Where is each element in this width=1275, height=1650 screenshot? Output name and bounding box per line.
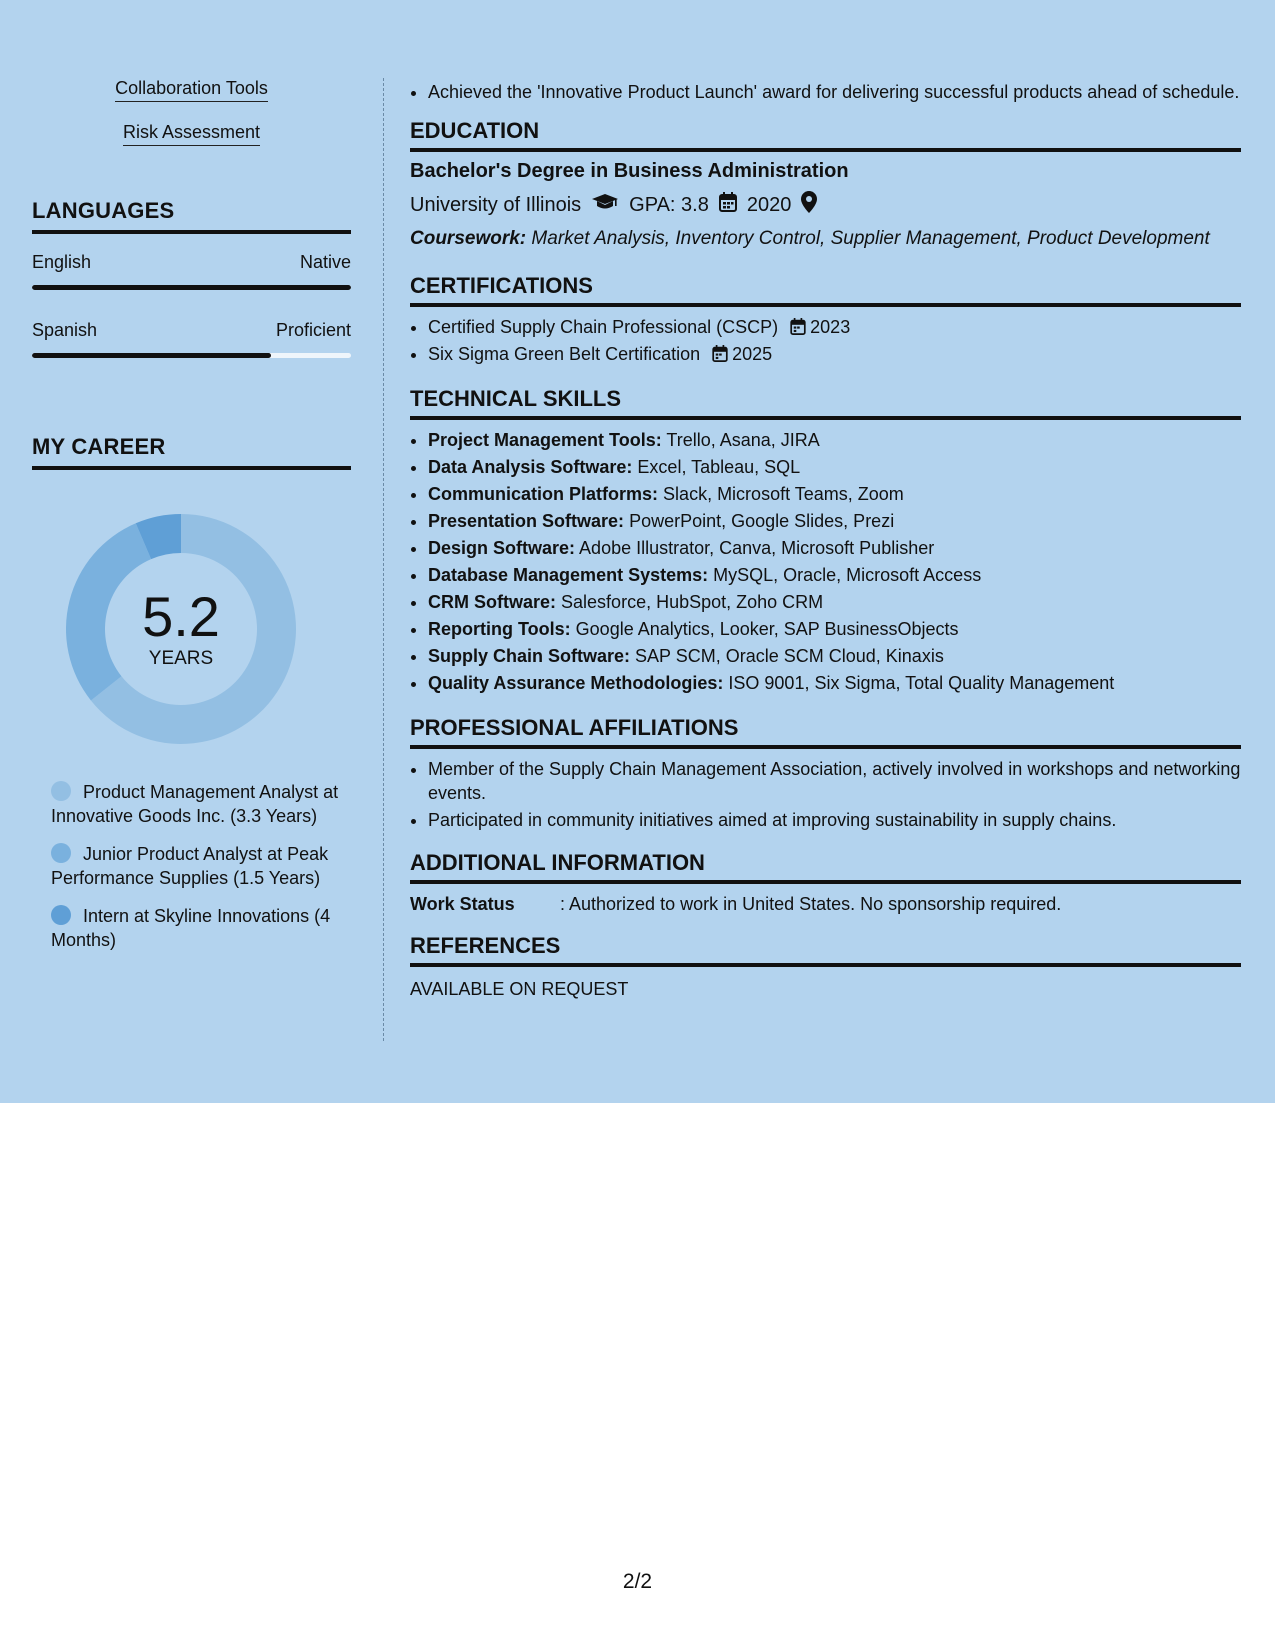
languages-heading: LANGUAGES — [32, 198, 351, 234]
references-heading: REFERENCES — [410, 933, 1241, 967]
certifications-heading: CERTIFICATIONS — [410, 273, 1241, 307]
technical-skill-label: Supply Chain Software: — [428, 646, 631, 666]
certifications-list — [410, 315, 1241, 366]
language-name: English — [32, 252, 92, 272]
legend-dot-icon — [51, 843, 71, 863]
language-level: Proficient — [275, 320, 351, 340]
language-name: Spanish — [32, 320, 98, 340]
skill-tags — [32, 78, 351, 166]
technical-skill-label: Design Software: — [428, 538, 576, 558]
work-status-label: Work Status — [410, 894, 515, 914]
technical-skill-item — [428, 455, 1241, 479]
education-degree: Bachelor's Degree in Business Administration — [410, 160, 849, 182]
skill-tag: Risk Assessment — [123, 122, 260, 146]
certification-year: 2025 — [732, 344, 773, 364]
technical-skill-label: CRM Software: — [428, 592, 557, 612]
technical-skill-value: Salesforce, HubSpot, Zoho CRM — [561, 592, 824, 612]
career-legend-label: Junior Product Analyst at Peak Performance Supplies (1.5 Years) — [51, 844, 329, 888]
technical-skill-label: Reporting Tools: — [428, 619, 571, 639]
affiliations-heading: PROFESSIONAL AFFILIATIONS — [410, 715, 1241, 749]
career-legend-item — [51, 904, 341, 952]
technical-skill-value: Adobe Illustrator, Canva, Microsoft Publisher — [579, 538, 935, 558]
career-heading: MY CAREER — [32, 434, 351, 470]
technical-skill-item — [428, 590, 1241, 614]
references-text: AVAILABLE ON REQUEST — [410, 979, 629, 999]
coursework-label: Coursework: — [410, 228, 527, 249]
language-item — [32, 252, 351, 290]
language-bar — [32, 285, 351, 290]
affiliation-item: • Member of the Supply Chain Management Association, actively involved in workshops and networking events. — [428, 757, 1241, 805]
career-legend-label: Product Management Analyst at Innovative Goods Inc. (3.3 Years) — [51, 782, 339, 826]
technical-skills-list — [410, 428, 1241, 695]
technical-skill-label: Presentation Software: — [428, 511, 625, 531]
career-legend-item — [51, 780, 341, 828]
work-status-row — [410, 894, 1241, 915]
technical-skill-item — [428, 509, 1241, 533]
additional-info-heading: ADDITIONAL INFORMATION — [410, 850, 1241, 884]
education-heading: EDUCATION — [410, 118, 1241, 152]
sidebar — [32, 78, 351, 966]
career-legend-item — [51, 842, 341, 890]
award-item: • Achieved the 'Innovative Product Launch' award for delivering successful products ahead of schedule. — [428, 80, 1241, 104]
technical-skill-label: Quality Assurance Methodologies: — [428, 673, 724, 693]
technical-skill-label: Data Analysis Software: — [428, 457, 633, 477]
calendar-icon — [712, 345, 728, 362]
technical-skill-value: Excel, Tableau, SQL — [637, 457, 801, 477]
legend-dot-icon — [51, 905, 71, 925]
career-donut-chart — [66, 514, 296, 744]
technical-skill-item — [428, 482, 1241, 506]
technical-skill-value: Slack, Microsoft Teams, Zoom — [663, 484, 904, 504]
technical-skill-value: PowerPoint, Google Slides, Prezi — [629, 511, 895, 531]
education-details — [410, 191, 1241, 219]
affiliations-list — [410, 757, 1241, 832]
technical-skill-value: MySQL, Oracle, Microsoft Access — [713, 565, 982, 585]
coursework-value: Market Analysis, Inventory Control, Supplier Management, Product Development — [531, 228, 1210, 249]
language-bar — [32, 353, 351, 358]
location-pin-icon — [801, 191, 817, 219]
award-list — [410, 80, 1241, 104]
certification-name: Certified Supply Chain Professional (CSCP) — [428, 317, 779, 337]
certification-item — [428, 342, 1241, 366]
certification-year: 2023 — [810, 317, 851, 337]
technical-skill-item — [428, 563, 1241, 587]
technical-skill-label: Communication Platforms: — [428, 484, 659, 504]
graduation-cap-icon — [591, 193, 619, 217]
language-bar-fill — [32, 285, 351, 290]
technical-skill-item — [428, 644, 1241, 668]
career-total-unit: YEARS — [148, 648, 214, 669]
technical-skill-item — [428, 617, 1241, 641]
career-legend-label: Intern at Skyline Innovations (4 Months) — [51, 906, 331, 950]
technical-skills-heading: TECHNICAL SKILLS — [410, 386, 1241, 420]
legend-dot-icon — [51, 781, 71, 801]
language-level: Native — [299, 252, 351, 272]
education-school: University of Illinois — [410, 193, 582, 216]
page-number: 2/2 — [622, 1570, 653, 1593]
technical-skill-value: ISO 9001, Six Sigma, Total Quality Management — [728, 673, 1115, 693]
technical-skill-value: SAP SCM, Oracle SCM Cloud, Kinaxis — [635, 646, 944, 666]
education-coursework — [410, 227, 1241, 251]
calendar-icon — [790, 318, 806, 335]
main-content — [410, 80, 1241, 1000]
skill-tag: Collaboration Tools — [115, 78, 268, 102]
certification-item — [428, 315, 1241, 339]
technical-skill-item — [428, 671, 1241, 695]
certification-name: Six Sigma Green Belt Certification — [428, 344, 701, 364]
affiliation-item: • Participated in community initiatives aimed at improving sustainability in supply chains. — [428, 808, 1241, 832]
education-year: 2020 — [746, 193, 792, 216]
technical-skill-value: Trello, Asana, JIRA — [666, 430, 820, 450]
education-gpa: GPA: 3.8 — [629, 193, 709, 216]
career-legend — [51, 780, 341, 952]
career-total-years: 5.2 — [142, 585, 220, 648]
technical-skill-value: Google Analytics, Looker, SAP BusinessObjects — [575, 619, 959, 639]
language-item — [32, 320, 351, 358]
technical-skill-item — [428, 428, 1241, 452]
language-bar-fill — [32, 353, 271, 358]
work-status-value: : Authorized to work in United States. No sponsorship required. — [560, 894, 1062, 914]
technical-skill-label: Database Management Systems: — [428, 565, 709, 585]
technical-skill-label: Project Management Tools: — [428, 430, 662, 450]
column-divider — [383, 78, 384, 1041]
technical-skill-item — [428, 536, 1241, 560]
calendar-icon — [719, 192, 737, 218]
